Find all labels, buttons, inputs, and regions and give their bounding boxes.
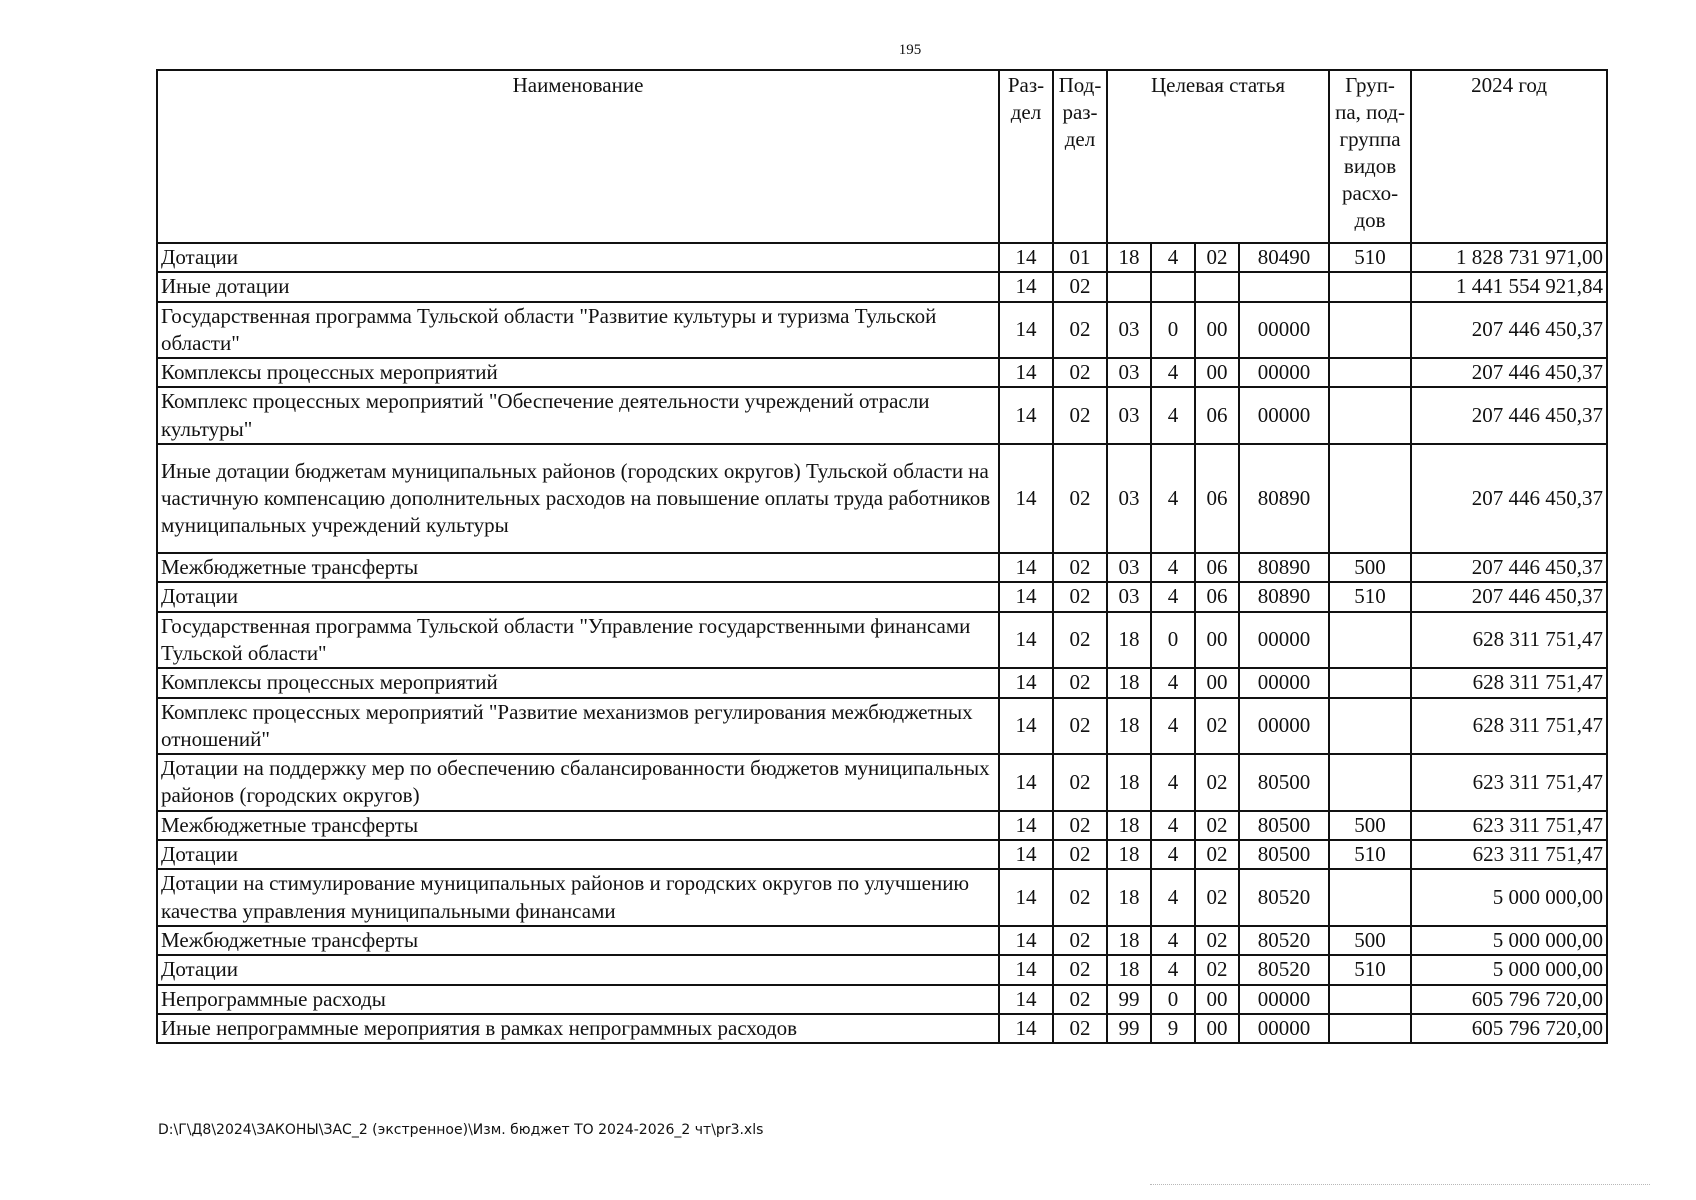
cell-amount: 5 000 000,00 (1411, 926, 1607, 955)
cell-podrazdel: 02 (1053, 869, 1107, 926)
cell-podrazdel: 02 (1053, 955, 1107, 984)
cell-target-direction: 80500 (1239, 754, 1329, 811)
footer-file-path: D:\Г\Д8\2024\ЗАКОНЫ\ЗАС_2 (экстренное)\Изм. бюджет ТО 2024-2026_2 чт\pr3.xls (158, 1122, 764, 1138)
cell-podrazdel: 02 (1053, 272, 1107, 301)
cell-name: Межбюджетные трансферты (157, 811, 999, 840)
cell-name: Комплексы процессных мероприятий (157, 358, 999, 387)
cell-target-direction: 80500 (1239, 840, 1329, 869)
table-row (157, 926, 1607, 955)
cell-expense-group: 510 (1329, 243, 1411, 272)
cell-podrazdel: 02 (1053, 582, 1107, 611)
cell-target-type: 4 (1151, 869, 1195, 926)
cell-target-subprogram: 06 (1195, 553, 1239, 582)
cell-podrazdel: 02 (1053, 444, 1107, 553)
cell-expense-group (1329, 869, 1411, 926)
table-row (157, 582, 1607, 611)
table-row (157, 243, 1607, 272)
cell-podrazdel: 02 (1053, 387, 1107, 444)
cell-podrazdel: 02 (1053, 754, 1107, 811)
cell-razdel: 14 (999, 272, 1053, 301)
cell-target-program: 03 (1107, 553, 1151, 582)
cell-podrazdel: 02 (1053, 358, 1107, 387)
table-row (157, 272, 1607, 301)
table-row (157, 955, 1607, 984)
cell-target-subprogram: 02 (1195, 811, 1239, 840)
cell-target-program: 03 (1107, 387, 1151, 444)
cell-razdel: 14 (999, 358, 1053, 387)
cell-target-program: 18 (1107, 698, 1151, 755)
cell-podrazdel: 02 (1053, 612, 1107, 669)
cell-expense-group (1329, 612, 1411, 669)
header-razdel: Раз- дел (999, 70, 1053, 243)
cell-target-subprogram: 06 (1195, 444, 1239, 553)
cell-razdel: 14 (999, 754, 1053, 811)
header-name: Наименование (157, 70, 999, 243)
cell-name: Комплексы процессных мероприятий (157, 668, 999, 697)
cell-target-program (1107, 272, 1151, 301)
cell-podrazdel: 02 (1053, 698, 1107, 755)
cell-target-subprogram: 00 (1195, 668, 1239, 697)
cell-target-type: 4 (1151, 243, 1195, 272)
cell-name: Межбюджетные трансферты (157, 553, 999, 582)
cell-target-type: 4 (1151, 926, 1195, 955)
cell-target-program: 03 (1107, 302, 1151, 359)
table-row (157, 985, 1607, 1014)
header-podrazdel: Под- раз- дел (1053, 70, 1107, 243)
cell-amount: 1 441 554 921,84 (1411, 272, 1607, 301)
cell-amount: 628 311 751,47 (1411, 698, 1607, 755)
cell-target-type: 4 (1151, 754, 1195, 811)
cell-target-direction: 80520 (1239, 955, 1329, 984)
cell-name: Государственная программа Тульской области "Управление государственными финансами Тульской области" (157, 612, 999, 669)
cell-podrazdel: 02 (1053, 811, 1107, 840)
cell-razdel: 14 (999, 985, 1053, 1014)
cell-target-program: 18 (1107, 243, 1151, 272)
cell-name: Дотации на поддержку мер по обеспечению сбалансированности бюджетов муниципальных районов (городских округов) (157, 754, 999, 811)
table-row (157, 668, 1607, 697)
cell-target-direction: 80520 (1239, 869, 1329, 926)
cell-target-subprogram: 02 (1195, 754, 1239, 811)
cell-target-direction: 80500 (1239, 811, 1329, 840)
cell-target-type: 4 (1151, 582, 1195, 611)
cell-target-type: 4 (1151, 698, 1195, 755)
cell-razdel: 14 (999, 243, 1053, 272)
cell-target-subprogram: 00 (1195, 302, 1239, 359)
cell-expense-group (1329, 358, 1411, 387)
cell-amount: 605 796 720,00 (1411, 985, 1607, 1014)
cell-target-type: 4 (1151, 444, 1195, 553)
budget-table (156, 69, 1608, 1044)
table-row (157, 698, 1607, 755)
cell-name: Дотации (157, 840, 999, 869)
cell-amount: 207 446 450,37 (1411, 358, 1607, 387)
table-row (157, 444, 1607, 553)
cell-name: Дотации (157, 955, 999, 984)
cell-name: Иные непрограммные мероприятия в рамках непрограммных расходов (157, 1014, 999, 1043)
cell-name: Государственная программа Тульской области "Развитие культуры и туризма Тульской области" (157, 302, 999, 359)
cell-razdel: 14 (999, 553, 1053, 582)
cell-target-direction: 00000 (1239, 1014, 1329, 1043)
cell-target-subprogram: 06 (1195, 387, 1239, 444)
cell-target-direction: 80520 (1239, 926, 1329, 955)
table-row (157, 387, 1607, 444)
header-target-article: Целевая статья (1107, 70, 1329, 243)
table-row (157, 1014, 1607, 1043)
cell-target-type: 4 (1151, 811, 1195, 840)
cell-razdel: 14 (999, 387, 1053, 444)
cell-target-program: 18 (1107, 840, 1151, 869)
cell-name: Иные дотации (157, 272, 999, 301)
cell-name: Дотации на стимулирование муниципальных районов и городских округов по улучшению качества управления муниципальными финансами (157, 869, 999, 926)
cell-expense-group (1329, 754, 1411, 811)
cell-expense-group (1329, 387, 1411, 444)
cell-target-program: 18 (1107, 926, 1151, 955)
cell-amount: 207 446 450,37 (1411, 582, 1607, 611)
cell-target-direction (1239, 272, 1329, 301)
cell-target-program: 18 (1107, 612, 1151, 669)
cell-name: Комплекс процессных мероприятий "Обеспечение деятельности учреждений отрасли культуры" (157, 387, 999, 444)
cell-target-subprogram: 02 (1195, 869, 1239, 926)
cell-target-subprogram (1195, 272, 1239, 301)
cell-target-subprogram: 02 (1195, 840, 1239, 869)
cell-target-type: 4 (1151, 840, 1195, 869)
cell-expense-group (1329, 1014, 1411, 1043)
cell-amount: 207 446 450,37 (1411, 444, 1607, 553)
cell-razdel: 14 (999, 840, 1053, 869)
cell-amount: 1 828 731 971,00 (1411, 243, 1607, 272)
cell-target-subprogram: 06 (1195, 582, 1239, 611)
cell-target-direction: 00000 (1239, 668, 1329, 697)
cell-target-direction: 80890 (1239, 582, 1329, 611)
cell-name: Межбюджетные трансферты (157, 926, 999, 955)
cell-amount: 623 311 751,47 (1411, 811, 1607, 840)
cell-target-type: 4 (1151, 553, 1195, 582)
cell-target-direction: 00000 (1239, 358, 1329, 387)
cell-name: Дотации (157, 243, 999, 272)
scan-artifact-line (1150, 1184, 1650, 1186)
cell-name: Комплекс процессных мероприятий "Развитие механизмов регулирования межбюджетных отношений" (157, 698, 999, 755)
cell-target-direction: 80890 (1239, 553, 1329, 582)
cell-target-type: 4 (1151, 955, 1195, 984)
cell-target-program: 99 (1107, 1014, 1151, 1043)
cell-target-type: 4 (1151, 358, 1195, 387)
cell-target-subprogram: 02 (1195, 698, 1239, 755)
cell-amount: 623 311 751,47 (1411, 754, 1607, 811)
cell-expense-group: 500 (1329, 926, 1411, 955)
cell-podrazdel: 02 (1053, 926, 1107, 955)
cell-razdel: 14 (999, 612, 1053, 669)
cell-expense-group (1329, 444, 1411, 553)
cell-razdel: 14 (999, 926, 1053, 955)
cell-amount: 623 311 751,47 (1411, 840, 1607, 869)
cell-target-program: 99 (1107, 985, 1151, 1014)
cell-razdel: 14 (999, 444, 1053, 553)
cell-name: Непрограммные расходы (157, 985, 999, 1014)
cell-target-type: 9 (1151, 1014, 1195, 1043)
cell-target-subprogram: 02 (1195, 243, 1239, 272)
cell-target-type (1151, 272, 1195, 301)
cell-amount: 628 311 751,47 (1411, 612, 1607, 669)
table-body (157, 243, 1607, 1043)
cell-expense-group: 500 (1329, 811, 1411, 840)
cell-podrazdel: 02 (1053, 553, 1107, 582)
table-row (157, 553, 1607, 582)
cell-expense-group: 510 (1329, 840, 1411, 869)
cell-target-program: 03 (1107, 582, 1151, 611)
cell-podrazdel: 02 (1053, 302, 1107, 359)
cell-amount: 5 000 000,00 (1411, 955, 1607, 984)
cell-target-program: 03 (1107, 444, 1151, 553)
cell-name: Дотации (157, 582, 999, 611)
cell-expense-group: 510 (1329, 955, 1411, 984)
cell-razdel: 14 (999, 668, 1053, 697)
table-row (157, 302, 1607, 359)
cell-podrazdel: 02 (1053, 668, 1107, 697)
cell-razdel: 14 (999, 302, 1053, 359)
cell-expense-group (1329, 272, 1411, 301)
cell-podrazdel: 02 (1053, 1014, 1107, 1043)
table-row (157, 811, 1607, 840)
table-row (157, 754, 1607, 811)
header-year-2024: 2024 год (1411, 70, 1607, 243)
cell-amount: 207 446 450,37 (1411, 387, 1607, 444)
table-row (157, 840, 1607, 869)
cell-target-program: 18 (1107, 811, 1151, 840)
cell-amount: 5 000 000,00 (1411, 869, 1607, 926)
cell-razdel: 14 (999, 1014, 1053, 1043)
cell-target-direction: 80490 (1239, 243, 1329, 272)
cell-target-type: 4 (1151, 387, 1195, 444)
cell-target-subprogram: 02 (1195, 955, 1239, 984)
cell-target-program: 18 (1107, 668, 1151, 697)
table-row (157, 358, 1607, 387)
cell-target-subprogram: 00 (1195, 358, 1239, 387)
cell-razdel: 14 (999, 955, 1053, 984)
cell-target-direction: 00000 (1239, 387, 1329, 444)
cell-expense-group (1329, 302, 1411, 359)
cell-target-subprogram: 02 (1195, 926, 1239, 955)
cell-razdel: 14 (999, 582, 1053, 611)
page-number: 195 (898, 42, 922, 58)
cell-amount: 207 446 450,37 (1411, 553, 1607, 582)
cell-name: Иные дотации бюджетам муниципальных районов (городских округов) Тульской области на частичную компенсацию дополнительных расходов на повышение оплаты труда работников муниципальных учреждений культуры (157, 444, 999, 553)
cell-expense-group (1329, 985, 1411, 1014)
cell-expense-group (1329, 668, 1411, 697)
cell-target-direction: 00000 (1239, 302, 1329, 359)
table-row (157, 869, 1607, 926)
cell-amount: 628 311 751,47 (1411, 668, 1607, 697)
cell-amount: 207 446 450,37 (1411, 302, 1607, 359)
cell-target-program: 18 (1107, 955, 1151, 984)
cell-target-direction: 80890 (1239, 444, 1329, 553)
header-expense-group: Груп- па, под- группа видов расхо- дов (1329, 70, 1411, 243)
cell-target-type: 4 (1151, 668, 1195, 697)
cell-expense-group: 510 (1329, 582, 1411, 611)
cell-razdel: 14 (999, 869, 1053, 926)
cell-target-program: 03 (1107, 358, 1151, 387)
cell-expense-group (1329, 698, 1411, 755)
cell-target-type: 0 (1151, 612, 1195, 669)
table-row (157, 612, 1607, 669)
cell-podrazdel: 02 (1053, 840, 1107, 869)
cell-target-direction: 00000 (1239, 985, 1329, 1014)
cell-expense-group: 500 (1329, 553, 1411, 582)
table-header-row (157, 70, 1607, 243)
cell-target-subprogram: 00 (1195, 612, 1239, 669)
cell-target-subprogram: 00 (1195, 985, 1239, 1014)
cell-target-type: 0 (1151, 302, 1195, 359)
cell-target-subprogram: 00 (1195, 1014, 1239, 1043)
cell-podrazdel: 02 (1053, 985, 1107, 1014)
cell-razdel: 14 (999, 698, 1053, 755)
cell-target-direction: 00000 (1239, 612, 1329, 669)
cell-target-direction: 00000 (1239, 698, 1329, 755)
cell-target-program: 18 (1107, 869, 1151, 926)
cell-podrazdel: 01 (1053, 243, 1107, 272)
cell-target-program: 18 (1107, 754, 1151, 811)
cell-target-type: 0 (1151, 985, 1195, 1014)
cell-razdel: 14 (999, 811, 1053, 840)
cell-amount: 605 796 720,00 (1411, 1014, 1607, 1043)
